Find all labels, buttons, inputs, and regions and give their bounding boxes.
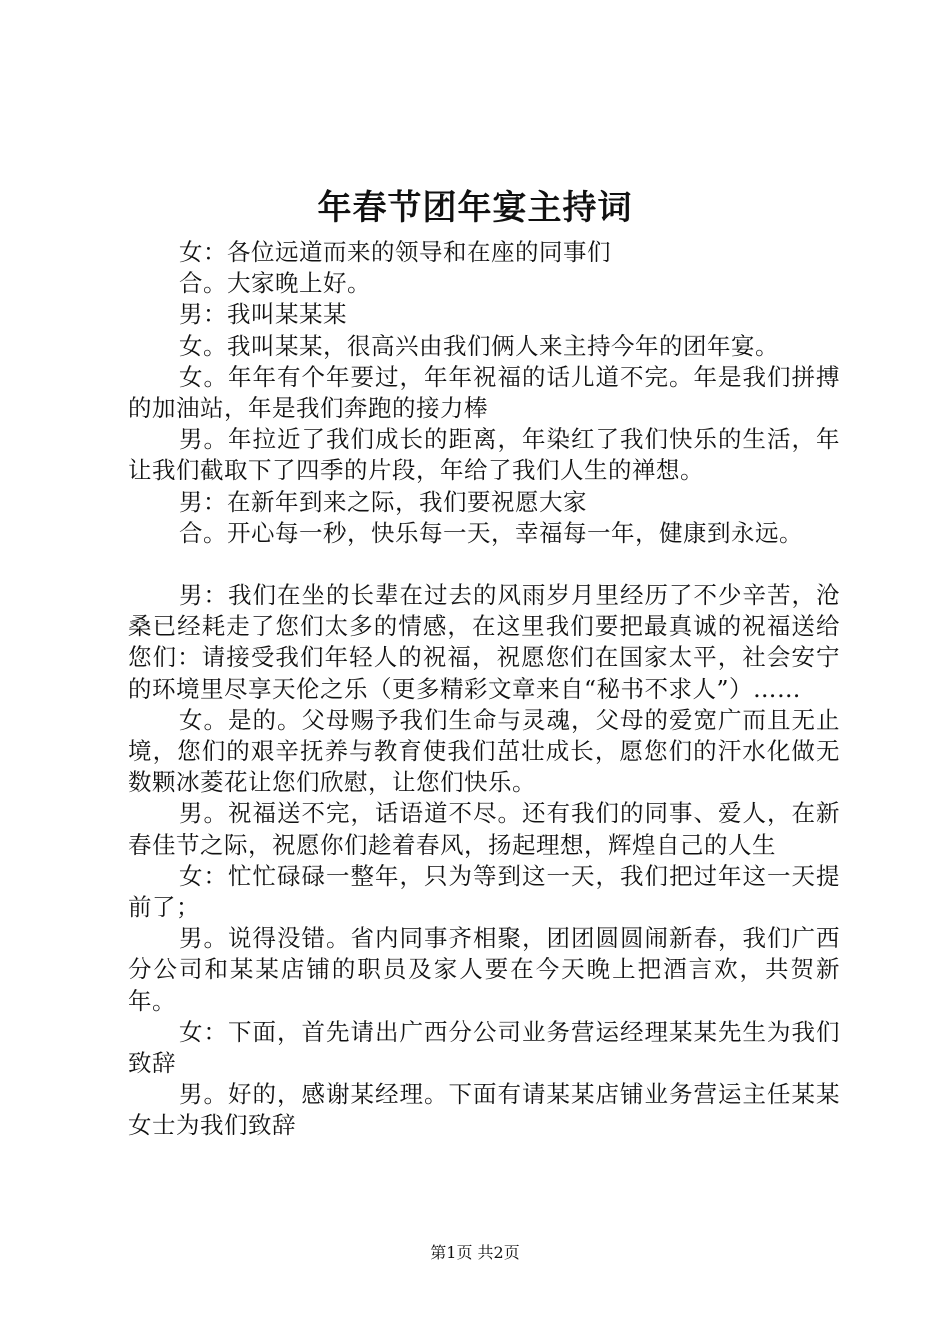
paragraph: 男。好的，感谢某经理。下面有请某某店铺业务营运主任某某女士为我们致辞 bbox=[128, 1080, 840, 1140]
document-title: 年春节团年宴主持词 bbox=[317, 188, 633, 228]
paragraph: 女：下面，首先请出广西分公司业务营运经理某某先生为我们致辞 bbox=[128, 1017, 840, 1078]
paragraph: 女。年年有个年要过，年年祝福的话儿道不完。年是我们拼搏的加油站，年是我们奔跑的接力棒 bbox=[128, 362, 840, 423]
paragraph: 女：各位远道而来的领导和在座的同事们 bbox=[179, 238, 611, 266]
paragraph: 合。大家晚上好。 bbox=[179, 269, 371, 298]
document-body bbox=[128, 237, 840, 1142]
paragraph: 女。我叫某某，很高兴由我们俩人来主持今年的团年宴。 bbox=[179, 331, 779, 360]
paragraph: 男。说得没错。省内同事齐相聚，团团圆圆闹新春，我们广西分公司和某某店铺的职员及家人要在今天晚上把酒言欢，共贺新年。 bbox=[128, 924, 840, 1015]
page-number-footer: 第1页 共2页 bbox=[430, 1243, 520, 1262]
paragraph: 男：在新年到来之际，我们要祝愿大家 bbox=[179, 487, 587, 516]
paragraph: 合。开心每一秒，快乐每一天，幸福每一年，健康到永远。 bbox=[179, 518, 803, 547]
paragraph: 男。年拉近了我们成长的距离，年染红了我们快乐的生活，年让我们截取下了四季的片段，年给了我们人生的禅想。 bbox=[128, 425, 840, 485]
paragraph: 女。是的。父母赐予我们生命与灵魂，父母的爱宽广而且无止境，您们的艰辛抚养与教育使我们茁壮成长，愿您们的汗水化做无数颗冰菱花让您们欣慰，让您们快乐。 bbox=[128, 705, 840, 797]
paragraph: 男：我叫某某某 bbox=[179, 300, 347, 329]
paragraph: 男：我们在坐的长辈在过去的风雨岁月里经历了不少辛苦，沧桑已经耗走了您们太多的情感，在这里我们要把最真诚的祝福送给您们：请接受我们年轻人的祝福，祝愿您们在国家太平，社会安宁的环境里尽享天伦之乐（更多精彩文章来自“秘书不求人”）…… bbox=[128, 581, 840, 703]
paragraph: 女：忙忙碌碌一整年，只为等到这一天，我们把过年这一天提前了； bbox=[128, 861, 840, 922]
paragraph: 男。祝福送不完，话语道不尽。还有我们的同事、爱人，在新春佳节之际，祝愿你们趁着春风，扬起理想，辉煌自己的人生 bbox=[128, 799, 840, 859]
